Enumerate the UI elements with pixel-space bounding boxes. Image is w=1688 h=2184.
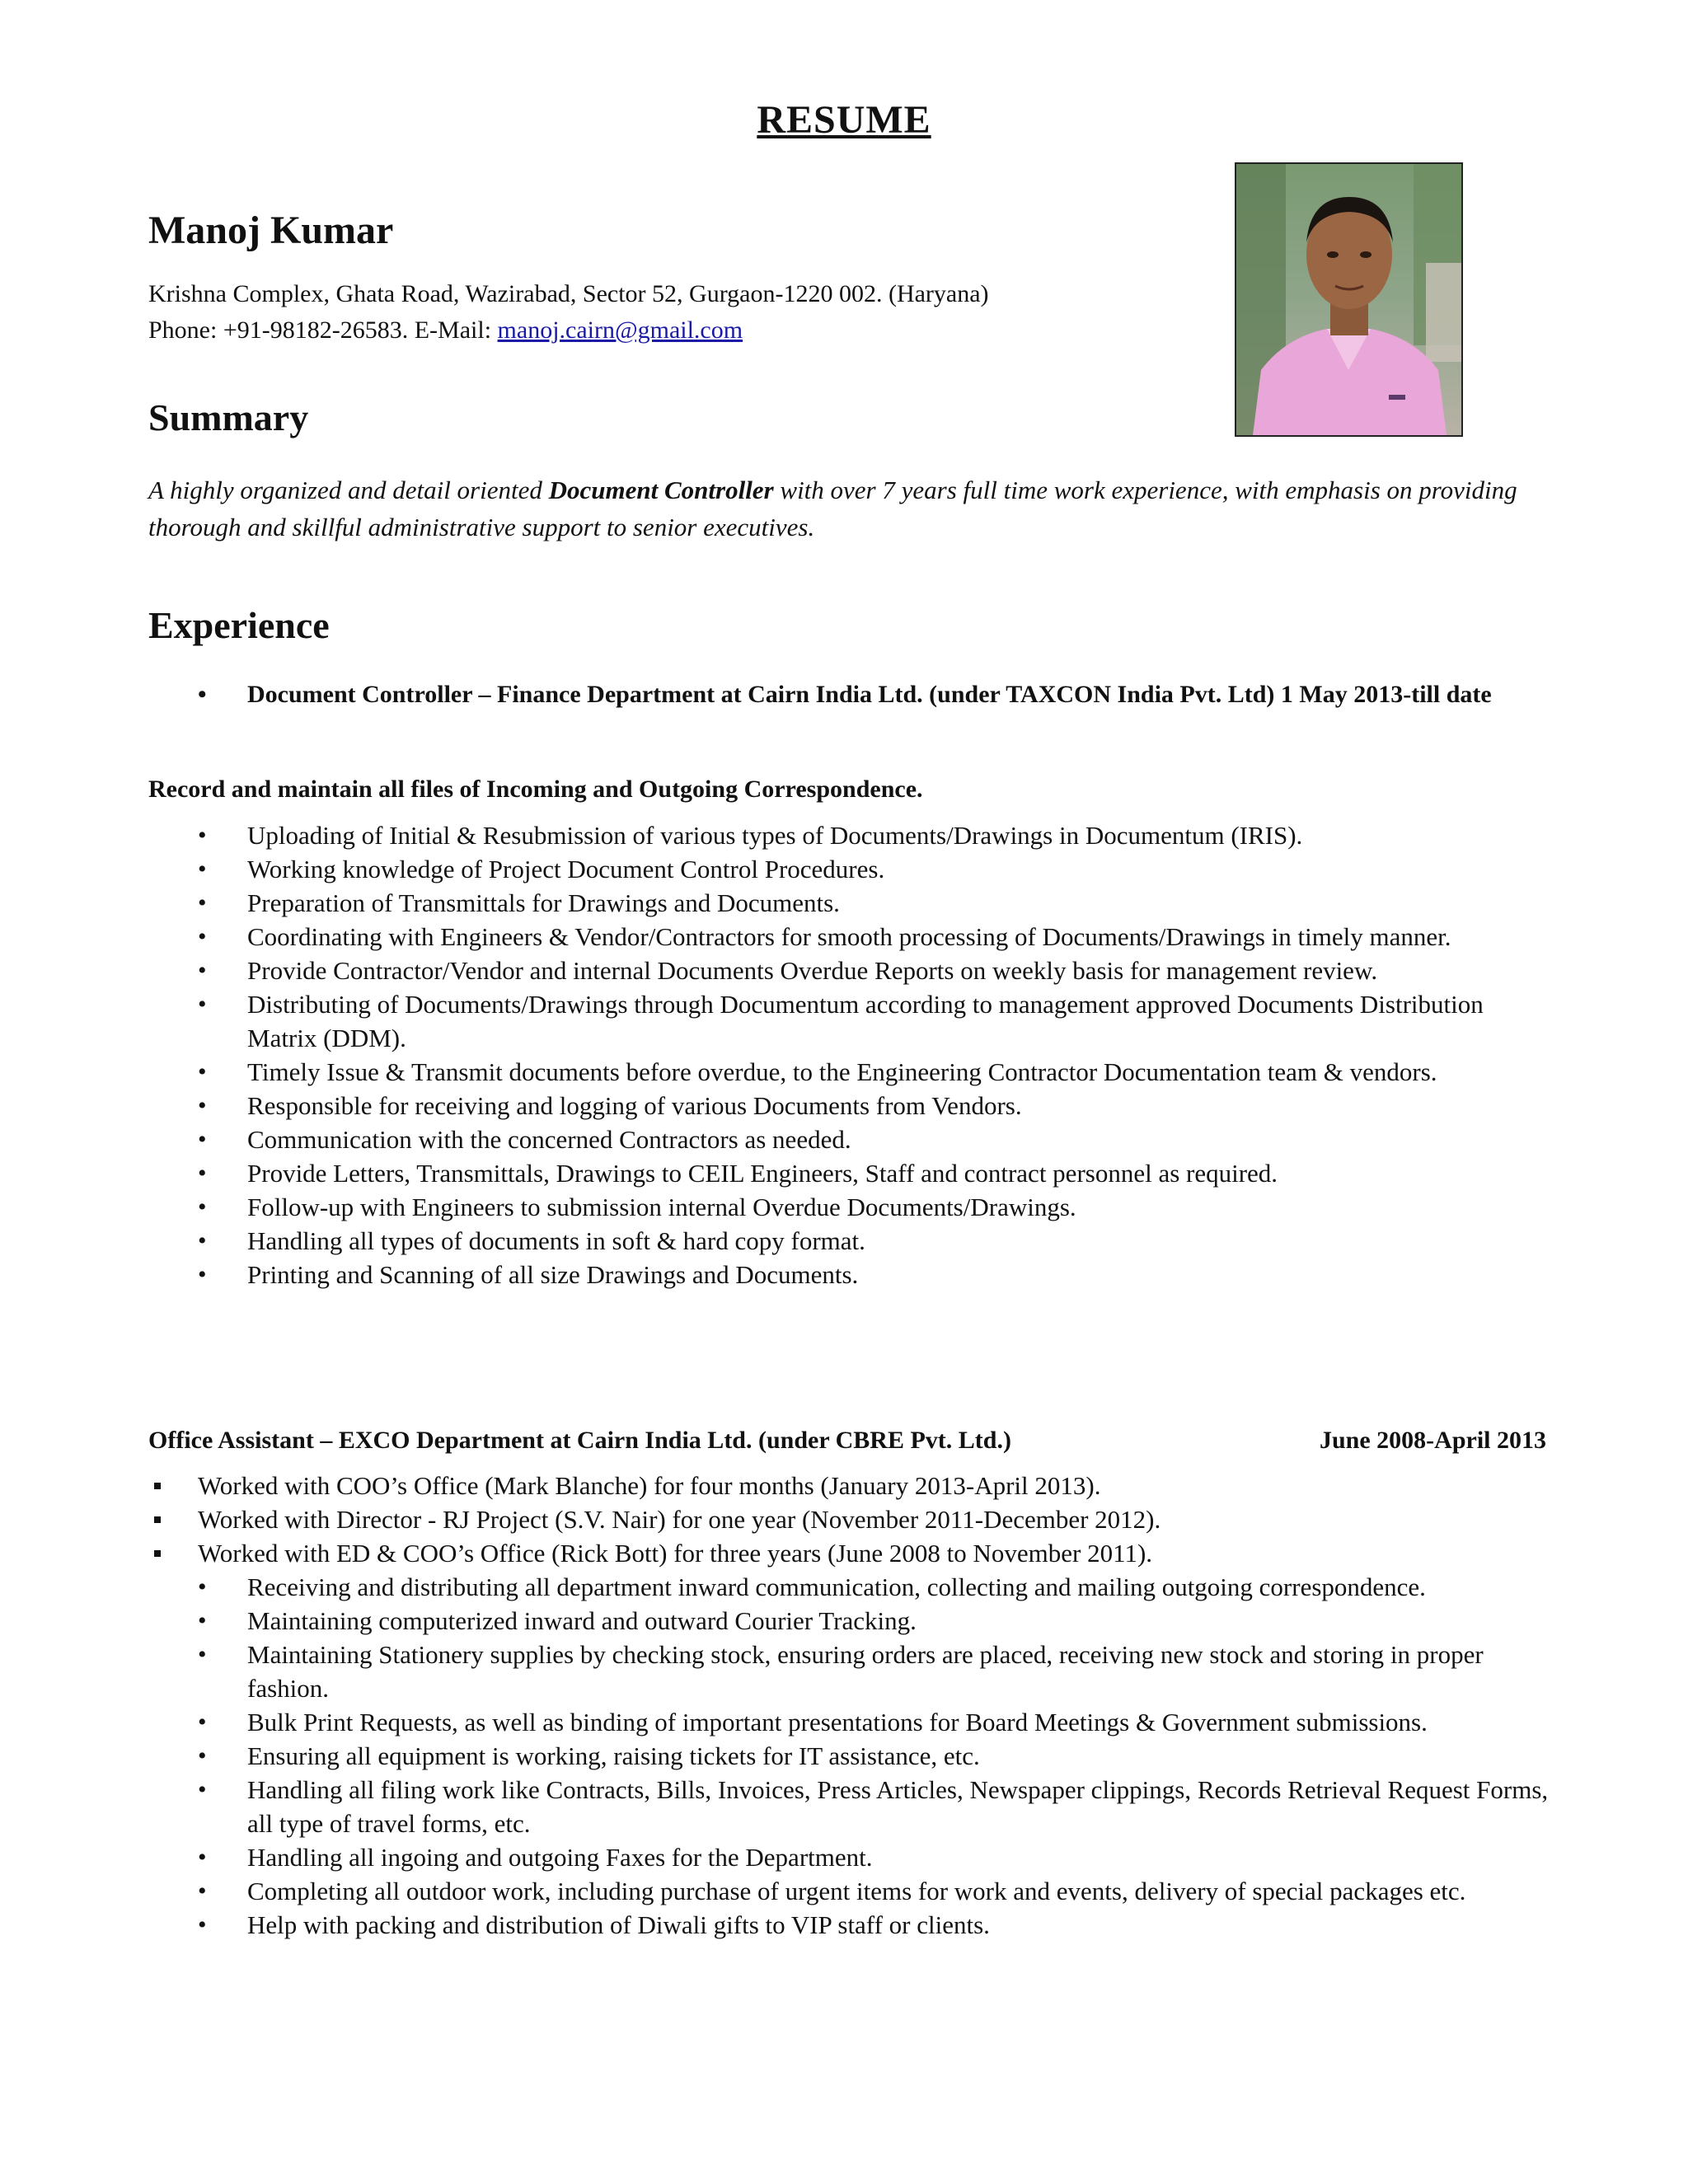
profile-photo-image bbox=[1236, 164, 1461, 435]
job1-title-list bbox=[148, 677, 1500, 711]
list-item: • Maintaining computerized inward and outward Courier Tracking. bbox=[148, 1604, 1550, 1638]
summary-paragraph: A highly organized and detail oriented Document Controller with over 7 years full time work experience, with emphasis on providing thorough and skillful administrative support to senior executives. bbox=[148, 476, 1517, 541]
list-item: • Preparation of Transmittals for Drawings and Documents. bbox=[148, 886, 1550, 920]
job2-duties bbox=[148, 1570, 1550, 1942]
list-item: • Handling all filing work like Contracts, Bills, Invoices, Press Articles, Newspaper clippings, Records Retrieval Request Forms, all type of travel forms, etc. bbox=[148, 1773, 1550, 1840]
contact-block bbox=[148, 276, 989, 349]
list-item: Worked with Director - RJ Project (S.V. Nair) for one year (November 2011-December 2012). bbox=[148, 1502, 1550, 1536]
list-item: Worked with COO’s Office (Mark Blanche) for four months (January 2013-April 2013). bbox=[148, 1469, 1550, 1502]
summary-role: Document Controller bbox=[548, 476, 774, 504]
list-item: • Receiving and distributing all department inward communication, collecting and mailing outgoing correspondence. bbox=[148, 1570, 1550, 1604]
list-item: • Distributing of Documents/Drawings through Documentum according to management approved Documents Distribution Matrix (DDM). bbox=[148, 987, 1550, 1055]
document-title: RESUME bbox=[757, 98, 931, 142]
job1-subheading: Record and maintain all files of Incoming and Outgoing Correspondence. bbox=[148, 776, 923, 803]
list-item: • Bulk Print Requests, as well as binding of important presentations for Board Meetings & Government submissions. bbox=[148, 1705, 1550, 1739]
list-item: • Coordinating with Engineers & Vendor/Contractors for smooth processing of Documents/Drawings in timely manner. bbox=[148, 920, 1550, 954]
list-item: Worked with ED & COO’s Office (Rick Bott) for three years (June 2008 to November 2011). bbox=[148, 1536, 1550, 1570]
list-item: • Follow-up with Engineers to submission internal Overdue Documents/Drawings. bbox=[148, 1190, 1550, 1224]
list-item: • Uploading of Initial & Resubmission of various types of Documents/Drawings in Documentum (IRIS). bbox=[148, 818, 1550, 852]
list-item: • Responsible for receiving and logging of various Documents from Vendors. bbox=[148, 1089, 1550, 1122]
job1-duties bbox=[148, 818, 1550, 1291]
list-item: • Handling all types of documents in soft & hard copy format. bbox=[148, 1224, 1550, 1258]
list-item: • Ensuring all equipment is working, raising tickets for IT assistance, etc. bbox=[148, 1739, 1550, 1773]
list-item: • Help with packing and distribution of Diwali gifts to VIP staff or clients. bbox=[148, 1908, 1550, 1942]
phone-email-line bbox=[148, 312, 989, 349]
experience-heading: Experience bbox=[148, 604, 330, 646]
profile-photo bbox=[1235, 162, 1463, 437]
job2-assignments bbox=[148, 1469, 1550, 1570]
job2-title: Office Assistant – EXCO Department at Cairn India Ltd. (under CBRE Pvt. Ltd.) bbox=[148, 1427, 1011, 1454]
candidate-name: Manoj Kumar bbox=[148, 209, 394, 252]
phone-text: Phone: +91-98182-26583. E-Mail: bbox=[148, 316, 498, 344]
job2-header bbox=[148, 1423, 1546, 1457]
list-item: • Provide Contractor/Vendor and internal Documents Overdue Reports on weekly basis for management review. bbox=[148, 954, 1550, 987]
summary-heading: Summary bbox=[148, 396, 309, 438]
list-item: • Working knowledge of Project Document Control Procedures. bbox=[148, 852, 1550, 886]
list-item: • Handling all ingoing and outgoing Faxes for the Department. bbox=[148, 1840, 1550, 1874]
email-link[interactable]: manoj.cairn@gmail.com bbox=[497, 316, 743, 344]
list-item: • Printing and Scanning of all size Drawings and Documents. bbox=[148, 1258, 1550, 1291]
job2-dates: June 2008-April 2013 bbox=[1319, 1427, 1546, 1454]
list-item: • Communication with the concerned Contractors as needed. bbox=[148, 1122, 1550, 1156]
address-line: Krishna Complex, Ghata Road, Wazirabad, Sector 52, Gurgaon-1220 002. (Haryana) bbox=[148, 280, 989, 307]
list-item: • Completing all outdoor work, including purchase of urgent items for work and events, delivery of special packages etc. bbox=[148, 1874, 1550, 1908]
list-item: • Provide Letters, Transmittals, Drawings to CEIL Engineers, Staff and contract personnel as required. bbox=[148, 1156, 1550, 1190]
list-item: • Timely Issue & Transmit documents before overdue, to the Engineering Contractor Documentation team & vendors. bbox=[148, 1055, 1550, 1089]
list-item: • Maintaining Stationery supplies by checking stock, ensuring orders are placed, receiving new stock and storing in proper fashion. bbox=[148, 1638, 1550, 1705]
job1-title: • Document Controller – Finance Department at Cairn India Ltd. (under TAXCON India Pvt. Ltd) 1 May 2013-till date bbox=[148, 677, 1500, 711]
